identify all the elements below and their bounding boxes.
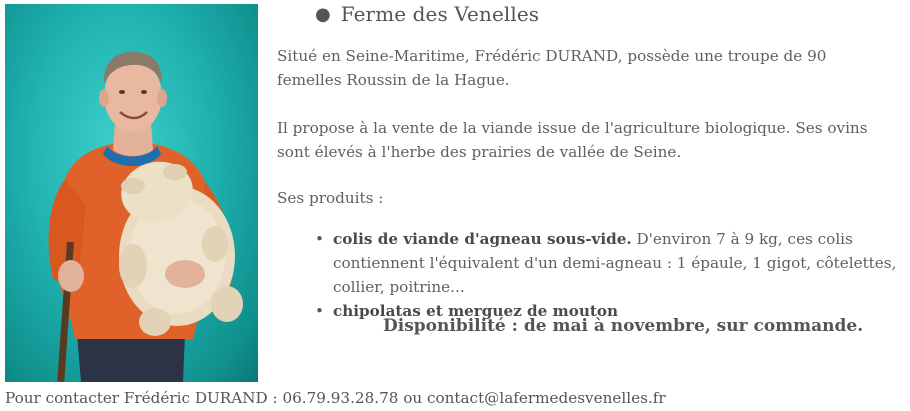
product-description: D'environ 7 à 9 kg, ces colis contiennent l'équivalent d'un demi-agneau : 1 épaule, 1 gigot, côtelettes, collier, poitrine... (333, 230, 897, 296)
product-name: chipolatas et merguez de mouton (333, 302, 619, 320)
title-bullet-icon: ● (315, 3, 331, 25)
farm-title-row (315, 2, 539, 26)
product-item (315, 227, 905, 299)
products-list (315, 227, 905, 323)
availability-notice: Disponibilité : de mai à novembre, sur commande. (383, 316, 864, 336)
farm-title: Ferme des Venelles (340, 2, 540, 26)
contact-line: Pour contacter Frédéric DURAND : 06.79.93.28.78 ou contact@lafermedesvenelles.fr (5, 389, 666, 407)
products-heading: Ses produits : (277, 189, 384, 207)
farmer-photo (5, 4, 258, 382)
product-name: colis de viande d'agneau sous-vide. (333, 230, 632, 248)
farmer-with-plush-sheep-illustration (5, 4, 258, 382)
farm-intro-paragraph: Situé en Seine-Maritime, Frédéric DURAND, possède une troupe de 90 femelles Roussin de la Hague. (277, 47, 827, 89)
farm-offer-paragraph: Il propose à la vente de la viande issue de l'agriculture biologique. Ses ovins sont élevés à l'herbe des prairies de vallée de Seine. (277, 119, 868, 161)
